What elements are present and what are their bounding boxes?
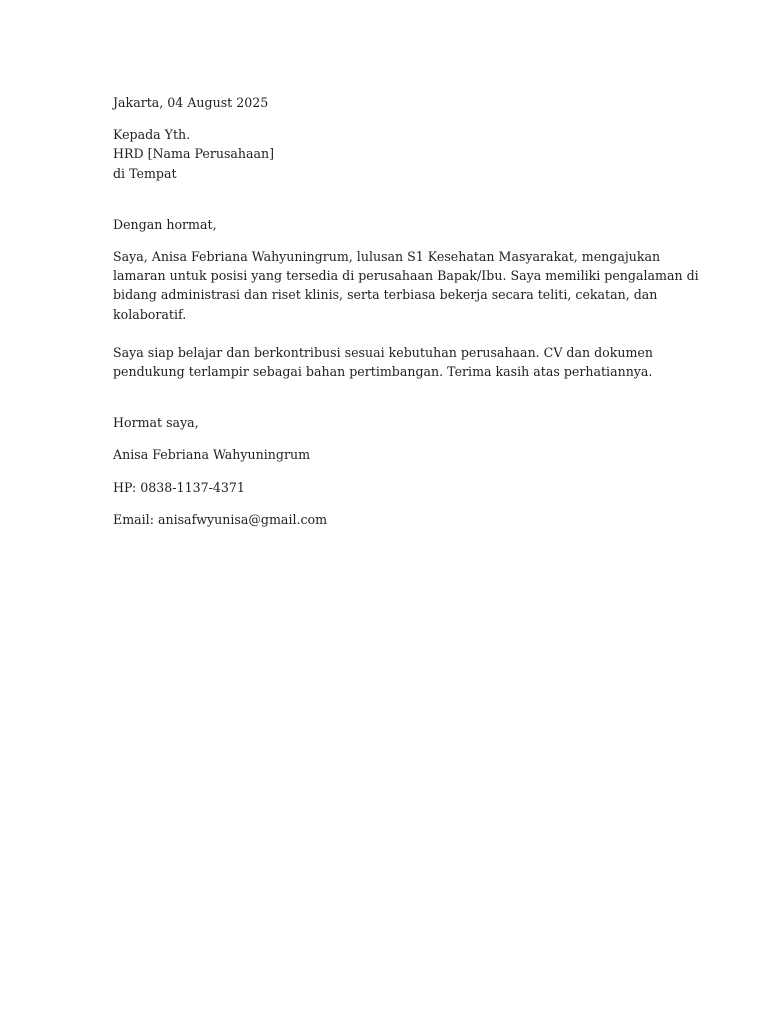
date-line — [113, 93, 658, 112]
paragraph-1-line-1: Saya, Anisa Febriana Wahyuningrum, lulusan S1 Kesehatan Masyarakat, mengajukan — [113, 249, 661, 265]
phone-text: HP: 0838-1137-4371 — [113, 479, 245, 495]
recipient-line-3: di Tempat — [113, 165, 177, 181]
paragraph-1-line-2: lamaran untuk posisi yang tersedia di perusahaan Bapak/Ibu. Saya memiliki pengalaman di — [113, 268, 699, 284]
closing — [113, 413, 658, 432]
salutation — [113, 215, 658, 234]
salutation-text: Dengan hormat, — [113, 216, 217, 232]
paragraph-1-line-4: kolaboratif. — [113, 306, 187, 322]
recipient-line-2: HRD [Nama Perusahaan] — [113, 146, 275, 162]
date-text: Jakarta, 04 August 2025 — [113, 95, 269, 110]
signature-name-text: Anisa Febriana Wahyuningrum — [113, 447, 311, 463]
email-text: Email: anisafwyunisa@gmail.com — [113, 511, 328, 527]
paragraph-1-line-3: bidang administrasi dan riset klinis, serta terbiasa bekerja secara teliti, cekatan, dan — [113, 287, 658, 303]
paragraph-closing — [113, 343, 658, 381]
paragraph-2-line-2: pendukung terlampir sebagai bahan pertimbangan. Terima kasih atas perhatiannya. — [113, 364, 653, 380]
paragraph-introduction — [113, 247, 699, 324]
paragraph-2-line-1: Saya siap belajar dan berkontribusi sesuai kebutuhan perusahaan. CV dan dokumen — [113, 344, 653, 360]
recipient-block — [113, 125, 658, 183]
contact-email — [113, 510, 658, 529]
recipient-line-1: Kepada Yth. — [113, 127, 191, 143]
closing-text: Hormat saya, — [113, 415, 199, 431]
contact-phone — [113, 478, 658, 497]
signature-name — [113, 445, 658, 464]
letter-body — [113, 93, 699, 529]
